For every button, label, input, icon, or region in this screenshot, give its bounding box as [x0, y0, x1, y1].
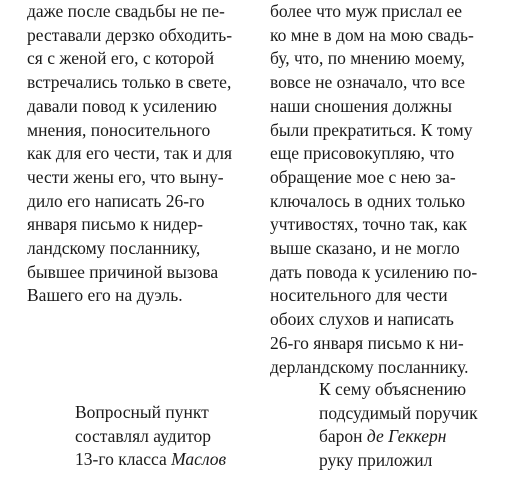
- text-line: ко мне в дом на мою свадь-: [270, 24, 474, 45]
- signature-line: подсудимый поручик: [319, 402, 478, 423]
- signature-line: [319, 425, 504, 449]
- text-column-left: [27, 0, 259, 308]
- text-line: дерландскому посланнику.: [270, 356, 469, 377]
- signature-name-maslov: Маслов: [171, 449, 227, 470]
- text-line: учтивостях, точно так, как: [270, 214, 468, 235]
- text-line: более что муж прислал ее: [270, 1, 463, 21]
- signature-line: [75, 448, 275, 472]
- text-line: выше сказано, и не могло: [270, 238, 460, 259]
- text-line: ландскому посланнику,: [27, 238, 201, 259]
- signature-line: К сему объяснению: [319, 379, 467, 399]
- text-line: давали повод к усилению: [27, 95, 217, 116]
- signature-line: Вопросный пункт: [75, 402, 209, 422]
- text-line: носительного для чести: [270, 285, 448, 306]
- text-line: ся с женой его, с которой: [27, 48, 215, 69]
- text-line: дать повода к усилению по-: [270, 261, 478, 282]
- text-line: ключалось в одних только: [270, 190, 466, 211]
- text-line: как для его чести, так и для: [27, 143, 233, 164]
- text-line: даже после свадьбы не пе-: [27, 1, 225, 21]
- signature-name-heeckeren: де Геккерн: [366, 426, 447, 447]
- text-line: еще присовокупляю, что: [270, 143, 455, 164]
- text-line: обращение мое с нею за-: [270, 166, 456, 187]
- text-line: наши сношения должны: [270, 95, 452, 116]
- signature-line: составлял аудитор: [75, 425, 211, 446]
- text-line: чести жены его, что выну-: [27, 166, 224, 187]
- signature-block-auditor: [75, 401, 275, 472]
- text-line: дило его написать 26-го: [27, 190, 205, 211]
- text-line: реставали дерзко обходить-: [27, 24, 233, 45]
- signature-title: барон: [319, 426, 367, 447]
- text-line: 26-го января письмо к ни-: [270, 332, 464, 353]
- signature-line: руку приложил: [319, 450, 433, 471]
- text-line: Вашего его на дуэль.: [27, 285, 183, 306]
- text-column-right: [270, 0, 502, 379]
- text-line: были прекратиться. К тому: [270, 119, 473, 140]
- signature-rank: 13-го класса: [75, 449, 172, 470]
- signature-block-defendant: [319, 378, 504, 473]
- text-line: бывшее причиной вызова: [27, 261, 219, 282]
- text-line: обоих слухов и написать: [270, 309, 454, 330]
- text-line: января письмо к нидер-: [27, 214, 203, 235]
- text-line: бу, что, по мнению моему,: [270, 48, 465, 69]
- text-line: мнения, поносительного: [27, 119, 211, 140]
- text-line: встречались только в свете,: [27, 72, 232, 93]
- text-line: вовсе не означало, что все: [270, 72, 465, 93]
